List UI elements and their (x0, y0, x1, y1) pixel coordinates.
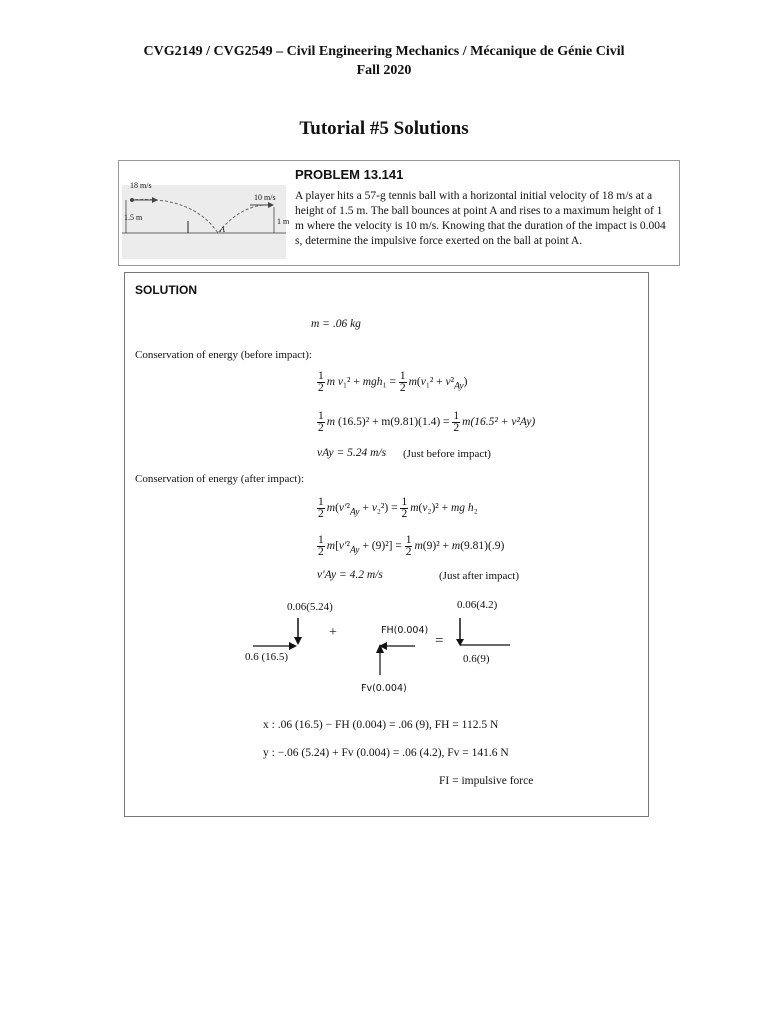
momentum-y-after: 0.06(4.2) (457, 599, 498, 611)
momentum-x-before: 0.6 (16.5) (245, 651, 289, 663)
final-height-label: 1 m (277, 217, 290, 226)
vay-before-note: (Just before impact) (403, 448, 491, 460)
energy-equation-before-2: $\frac{1}{2}$ m (16.5)² + m(9.81)(1.4) = $\frac{1}{2}$ m(16.5² + v²Ay) (318, 410, 536, 434)
plus-sign: + (329, 625, 337, 640)
mass-value: m = .06 kg (311, 318, 361, 330)
energy-equation-after-2: $\frac{1}{2}$ $m[v'^2_{Ay} + (9)^2]$ = $\frac{1}{2}$ m(9)² + m(9.81)(.9) (318, 534, 505, 558)
problem-statement: A player hits a 57-g tennis ball with a horizontal initial velocity of 18 m/s at a height of 1.5 m. The ball bounces at point A and rises to a maximum height of 1 m where the velocity is 10 m/s. Knowing that the duration of the impact is 0.004 s, determine the impulsive force exerted on the ball at point A. (295, 190, 666, 247)
solution-heading: SOLUTION (135, 283, 197, 297)
momentum-x-after: 0.6(9) (463, 653, 490, 665)
vay-after-result: v′Ay = 4.2 m/s (317, 569, 383, 581)
energy-equation-before-1: $\frac{1}{2}$ m v₁² + mgh₁ = $\frac{1}{2}$ $m(v_1^2 + v^2_{Ay})$ (318, 370, 468, 394)
momentum-y-before: 0.06(5.24) (287, 601, 333, 613)
after-impact-label: Conservation of energy (after impact): (135, 473, 305, 485)
x-direction-equation: x : .06 (16.5) − FH (0.004) = .06 (9), FH = 112.5 N (263, 719, 499, 731)
problem-box (118, 160, 680, 266)
point-a-label: A (220, 225, 225, 234)
energy-equation-after-1: $\frac{1}{2}$ $m(v'^2_{Ay} + v_2^2)$ = $\frac{1}{2}$ m(v₂)² + mg h₂ (318, 496, 478, 520)
eq-b2-lhs: (16.5)² + m(9.81)(1.4) = (337, 416, 453, 429)
before-impact-label: Conservation of energy (before impact): (135, 349, 312, 361)
initial-velocity-label: 18 m/s (130, 181, 152, 190)
problem-heading: PROBLEM 13.141 (295, 167, 404, 182)
problem-figure (122, 181, 290, 259)
term-label: Fall 2020 (356, 63, 412, 78)
course-header: CVG2149 / CVG2549 – Civil Engineering Mechanics / Mécanique de Génie Civil (143, 44, 625, 59)
diagram-arrows (125, 273, 648, 816)
vertical-impulse-label: Fv(0.004) (361, 683, 407, 694)
final-velocity-label: 10 m/s (254, 193, 276, 202)
vay-after-note: (Just after impact) (439, 570, 520, 582)
vay-before-result: vAy = 5.24 m/s (317, 447, 387, 459)
impulsive-force-note: FI = impulsive force (439, 775, 534, 787)
horizontal-impulse-label: FH(0.004) (381, 625, 429, 636)
page-title: Tutorial #5 Solutions (299, 118, 469, 139)
y-direction-equation: y : −.06 (5.24) + Fv (0.004) = .06 (4.2), Fv = 141.6 N (263, 747, 509, 759)
initial-height-label: 1.5 m (124, 213, 143, 222)
solution-box (124, 272, 649, 817)
equals-sign: = (435, 633, 444, 649)
eq-b2-rhs: m(16.5² + v²Ay) (462, 416, 536, 429)
